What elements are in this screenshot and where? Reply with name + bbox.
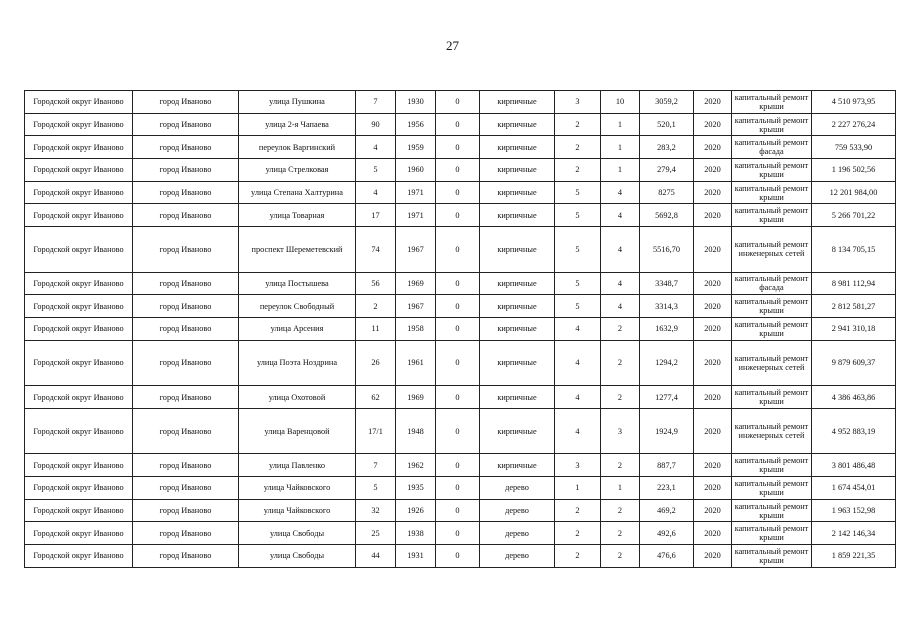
flag-cell: 0 xyxy=(436,204,480,227)
build-year-cell: 1962 xyxy=(396,454,436,477)
wall-material-cell: кирпичные xyxy=(480,181,555,204)
municipality-cell: Городской округ Иваново xyxy=(25,295,133,318)
flag-cell: 0 xyxy=(436,340,480,386)
floors-cell: 3 xyxy=(555,91,601,114)
cost-cell: 2 142 146,34 xyxy=(812,522,896,545)
street-cell: улица Свободы xyxy=(239,545,356,568)
area-cell: 476,6 xyxy=(640,545,694,568)
house-number-cell: 5 xyxy=(356,159,396,182)
area-cell: 5692,8 xyxy=(640,204,694,227)
floors-cell: 2 xyxy=(555,136,601,159)
plan-year-cell: 2020 xyxy=(694,454,732,477)
house-number-cell: 62 xyxy=(356,386,396,409)
table-row xyxy=(25,477,896,500)
municipality-cell: Городской округ Иваново xyxy=(25,113,133,136)
cost-cell: 2 227 276,24 xyxy=(812,113,896,136)
build-year-cell: 1935 xyxy=(396,477,436,500)
work-type-cell: капитальный ремонт крыши xyxy=(732,545,812,568)
flag-cell: 0 xyxy=(436,113,480,136)
settlement-cell: город Иваново xyxy=(133,386,239,409)
flag-cell: 0 xyxy=(436,454,480,477)
build-year-cell: 1948 xyxy=(396,408,436,454)
plan-year-cell: 2020 xyxy=(694,545,732,568)
entrances-cell: 2 xyxy=(601,318,640,341)
wall-material-cell: кирпичные xyxy=(480,136,555,159)
area-cell: 3314,3 xyxy=(640,295,694,318)
house-number-cell: 56 xyxy=(356,272,396,295)
floors-cell: 5 xyxy=(555,181,601,204)
area-cell: 1277,4 xyxy=(640,386,694,409)
settlement-cell: город Иваново xyxy=(133,318,239,341)
settlement-cell: город Иваново xyxy=(133,204,239,227)
street-cell: улица Павленко xyxy=(239,454,356,477)
entrances-cell: 2 xyxy=(601,499,640,522)
house-number-cell: 90 xyxy=(356,113,396,136)
floors-cell: 4 xyxy=(555,386,601,409)
entrances-cell: 1 xyxy=(601,113,640,136)
house-number-cell: 4 xyxy=(356,181,396,204)
entrances-cell: 4 xyxy=(601,204,640,227)
table-row xyxy=(25,499,896,522)
entrances-cell: 2 xyxy=(601,386,640,409)
area-cell: 5516,70 xyxy=(640,227,694,273)
work-type-cell: капитальный ремонт инженерных сетей xyxy=(732,340,812,386)
municipality-cell: Городской округ Иваново xyxy=(25,522,133,545)
plan-year-cell: 2020 xyxy=(694,204,732,227)
work-type-cell: капитальный ремонт фасада xyxy=(732,136,812,159)
settlement-cell: город Иваново xyxy=(133,295,239,318)
settlement-cell: город Иваново xyxy=(133,136,239,159)
plan-year-cell: 2020 xyxy=(694,91,732,114)
repair-program-table xyxy=(24,90,896,568)
house-number-cell: 17 xyxy=(356,204,396,227)
entrances-cell: 2 xyxy=(601,340,640,386)
work-type-cell: капитальный ремонт крыши xyxy=(732,204,812,227)
plan-year-cell: 2020 xyxy=(694,477,732,500)
work-type-cell: капитальный ремонт крыши xyxy=(732,499,812,522)
street-cell: улица Товарная xyxy=(239,204,356,227)
cost-cell: 1 674 454,01 xyxy=(812,477,896,500)
settlement-cell: город Иваново xyxy=(133,113,239,136)
work-type-cell: капитальный ремонт крыши xyxy=(732,181,812,204)
plan-year-cell: 2020 xyxy=(694,272,732,295)
build-year-cell: 1930 xyxy=(396,91,436,114)
settlement-cell: город Иваново xyxy=(133,227,239,273)
area-cell: 887,7 xyxy=(640,454,694,477)
floors-cell: 2 xyxy=(555,545,601,568)
build-year-cell: 1958 xyxy=(396,318,436,341)
wall-material-cell: кирпичные xyxy=(480,113,555,136)
build-year-cell: 1961 xyxy=(396,340,436,386)
settlement-cell: город Иваново xyxy=(133,159,239,182)
street-cell: улица Чайковского xyxy=(239,499,356,522)
entrances-cell: 2 xyxy=(601,522,640,545)
work-type-cell: капитальный ремонт крыши xyxy=(732,318,812,341)
table-row xyxy=(25,204,896,227)
flag-cell: 0 xyxy=(436,522,480,545)
wall-material-cell: кирпичные xyxy=(480,408,555,454)
house-number-cell: 11 xyxy=(356,318,396,341)
street-cell: улица Степана Халтурина xyxy=(239,181,356,204)
plan-year-cell: 2020 xyxy=(694,227,732,273)
floors-cell: 4 xyxy=(555,318,601,341)
floors-cell: 2 xyxy=(555,522,601,545)
entrances-cell: 1 xyxy=(601,136,640,159)
flag-cell: 0 xyxy=(436,91,480,114)
settlement-cell: город Иваново xyxy=(133,499,239,522)
entrances-cell: 4 xyxy=(601,295,640,318)
flag-cell: 0 xyxy=(436,499,480,522)
settlement-cell: город Иваново xyxy=(133,454,239,477)
plan-year-cell: 2020 xyxy=(694,159,732,182)
street-cell: улица Варенцовой xyxy=(239,408,356,454)
house-number-cell: 7 xyxy=(356,91,396,114)
area-cell: 283,2 xyxy=(640,136,694,159)
floors-cell: 2 xyxy=(555,499,601,522)
build-year-cell: 1926 xyxy=(396,499,436,522)
work-type-cell: капитальный ремонт фасада xyxy=(732,272,812,295)
settlement-cell: город Иваново xyxy=(133,340,239,386)
build-year-cell: 1967 xyxy=(396,295,436,318)
house-number-cell: 17/1 xyxy=(356,408,396,454)
house-number-cell: 2 xyxy=(356,295,396,318)
house-number-cell: 7 xyxy=(356,454,396,477)
street-cell: улица Чайковского xyxy=(239,477,356,500)
municipality-cell: Городской округ Иваново xyxy=(25,545,133,568)
flag-cell: 0 xyxy=(436,181,480,204)
plan-year-cell: 2020 xyxy=(694,499,732,522)
cost-cell: 2 941 310,18 xyxy=(812,318,896,341)
entrances-cell: 1 xyxy=(601,159,640,182)
flag-cell: 0 xyxy=(436,545,480,568)
house-number-cell: 4 xyxy=(356,136,396,159)
street-cell: улица Пушкина xyxy=(239,91,356,114)
floors-cell: 4 xyxy=(555,408,601,454)
plan-year-cell: 2020 xyxy=(694,181,732,204)
wall-material-cell: дерево xyxy=(480,477,555,500)
build-year-cell: 1959 xyxy=(396,136,436,159)
area-cell: 1632,9 xyxy=(640,318,694,341)
build-year-cell: 1969 xyxy=(396,386,436,409)
build-year-cell: 1971 xyxy=(396,181,436,204)
entrances-cell: 4 xyxy=(601,227,640,273)
plan-year-cell: 2020 xyxy=(694,408,732,454)
cost-cell: 1 963 152,98 xyxy=(812,499,896,522)
table-body xyxy=(25,91,896,568)
table-row xyxy=(25,227,896,273)
wall-material-cell: кирпичные xyxy=(480,454,555,477)
plan-year-cell: 2020 xyxy=(694,340,732,386)
build-year-cell: 1938 xyxy=(396,522,436,545)
table-row xyxy=(25,340,896,386)
municipality-cell: Городской округ Иваново xyxy=(25,454,133,477)
street-cell: улица Стрелковая xyxy=(239,159,356,182)
floors-cell: 2 xyxy=(555,113,601,136)
page-number: 27 xyxy=(446,38,459,53)
table-row xyxy=(25,545,896,568)
floors-cell: 4 xyxy=(555,340,601,386)
cost-cell: 1 859 221,35 xyxy=(812,545,896,568)
work-type-cell: капитальный ремонт инженерных сетей xyxy=(732,408,812,454)
flag-cell: 0 xyxy=(436,272,480,295)
street-cell: переулок Свободный xyxy=(239,295,356,318)
plan-year-cell: 2020 xyxy=(694,386,732,409)
cost-cell: 3 801 486,48 xyxy=(812,454,896,477)
build-year-cell: 1969 xyxy=(396,272,436,295)
area-cell: 279,4 xyxy=(640,159,694,182)
table-row xyxy=(25,522,896,545)
cost-cell: 4 386 463,86 xyxy=(812,386,896,409)
build-year-cell: 1956 xyxy=(396,113,436,136)
settlement-cell: город Иваново xyxy=(133,477,239,500)
wall-material-cell: кирпичные xyxy=(480,386,555,409)
wall-material-cell: кирпичные xyxy=(480,159,555,182)
wall-material-cell: дерево xyxy=(480,522,555,545)
flag-cell: 0 xyxy=(436,159,480,182)
settlement-cell: город Иваново xyxy=(133,522,239,545)
area-cell: 520,1 xyxy=(640,113,694,136)
table-row xyxy=(25,272,896,295)
wall-material-cell: кирпичные xyxy=(480,340,555,386)
table-row xyxy=(25,181,896,204)
street-cell: улица 2-я Чапаева xyxy=(239,113,356,136)
entrances-cell: 10 xyxy=(601,91,640,114)
cost-cell: 1 196 502,56 xyxy=(812,159,896,182)
work-type-cell: капитальный ремонт крыши xyxy=(732,113,812,136)
area-cell: 223,1 xyxy=(640,477,694,500)
municipality-cell: Городской округ Иваново xyxy=(25,227,133,273)
area-cell: 3059,2 xyxy=(640,91,694,114)
house-number-cell: 26 xyxy=(356,340,396,386)
street-cell: улица Постышева xyxy=(239,272,356,295)
entrances-cell: 4 xyxy=(601,272,640,295)
house-number-cell: 5 xyxy=(356,477,396,500)
house-number-cell: 74 xyxy=(356,227,396,273)
work-type-cell: капитальный ремонт крыши xyxy=(732,454,812,477)
flag-cell: 0 xyxy=(436,136,480,159)
work-type-cell: капитальный ремонт крыши xyxy=(732,522,812,545)
municipality-cell: Городской округ Иваново xyxy=(25,136,133,159)
flag-cell: 0 xyxy=(436,318,480,341)
municipality-cell: Городской округ Иваново xyxy=(25,181,133,204)
entrances-cell: 2 xyxy=(601,454,640,477)
house-number-cell: 32 xyxy=(356,499,396,522)
wall-material-cell: кирпичные xyxy=(480,295,555,318)
table-row xyxy=(25,295,896,318)
floors-cell: 3 xyxy=(555,454,601,477)
build-year-cell: 1971 xyxy=(396,204,436,227)
floors-cell: 5 xyxy=(555,227,601,273)
work-type-cell: капитальный ремонт крыши xyxy=(732,159,812,182)
street-cell: улица Охотовой xyxy=(239,386,356,409)
table-row xyxy=(25,386,896,409)
area-cell: 492,6 xyxy=(640,522,694,545)
area-cell: 1294,2 xyxy=(640,340,694,386)
floors-cell: 5 xyxy=(555,272,601,295)
cost-cell: 4 952 883,19 xyxy=(812,408,896,454)
entrances-cell: 1 xyxy=(601,477,640,500)
plan-year-cell: 2020 xyxy=(694,113,732,136)
cost-cell: 5 266 701,22 xyxy=(812,204,896,227)
work-type-cell: капитальный ремонт крыши xyxy=(732,477,812,500)
flag-cell: 0 xyxy=(436,408,480,454)
municipality-cell: Городской округ Иваново xyxy=(25,477,133,500)
municipality-cell: Городской округ Иваново xyxy=(25,340,133,386)
work-type-cell: капитальный ремонт инженерных сетей xyxy=(732,227,812,273)
area-cell: 469,2 xyxy=(640,499,694,522)
entrances-cell: 2 xyxy=(601,545,640,568)
house-number-cell: 44 xyxy=(356,545,396,568)
entrances-cell: 3 xyxy=(601,408,640,454)
street-cell: проспект Шереметевский xyxy=(239,227,356,273)
area-cell: 1924,9 xyxy=(640,408,694,454)
settlement-cell: город Иваново xyxy=(133,408,239,454)
table-row xyxy=(25,318,896,341)
flag-cell: 0 xyxy=(436,386,480,409)
build-year-cell: 1960 xyxy=(396,159,436,182)
settlement-cell: город Иваново xyxy=(133,91,239,114)
municipality-cell: Городской округ Иваново xyxy=(25,408,133,454)
table-row xyxy=(25,91,896,114)
settlement-cell: город Иваново xyxy=(133,272,239,295)
wall-material-cell: кирпичные xyxy=(480,272,555,295)
wall-material-cell: дерево xyxy=(480,545,555,568)
municipality-cell: Городской округ Иваново xyxy=(25,499,133,522)
municipality-cell: Городской округ Иваново xyxy=(25,318,133,341)
flag-cell: 0 xyxy=(436,477,480,500)
plan-year-cell: 2020 xyxy=(694,522,732,545)
wall-material-cell: дерево xyxy=(480,499,555,522)
municipality-cell: Городской округ Иваново xyxy=(25,91,133,114)
table-row xyxy=(25,159,896,182)
wall-material-cell: кирпичные xyxy=(480,204,555,227)
build-year-cell: 1931 xyxy=(396,545,436,568)
work-type-cell: капитальный ремонт крыши xyxy=(732,91,812,114)
house-number-cell: 25 xyxy=(356,522,396,545)
flag-cell: 0 xyxy=(436,295,480,318)
entrances-cell: 4 xyxy=(601,181,640,204)
cost-cell: 759 533,90 xyxy=(812,136,896,159)
wall-material-cell: кирпичные xyxy=(480,91,555,114)
cost-cell: 9 879 609,37 xyxy=(812,340,896,386)
plan-year-cell: 2020 xyxy=(694,295,732,318)
municipality-cell: Городской округ Иваново xyxy=(25,386,133,409)
area-cell: 8275 xyxy=(640,181,694,204)
table-row xyxy=(25,113,896,136)
plan-year-cell: 2020 xyxy=(694,136,732,159)
cost-cell: 2 812 581,27 xyxy=(812,295,896,318)
table-row xyxy=(25,136,896,159)
cost-cell: 4 510 973,95 xyxy=(812,91,896,114)
build-year-cell: 1967 xyxy=(396,227,436,273)
floors-cell: 1 xyxy=(555,477,601,500)
floors-cell: 5 xyxy=(555,295,601,318)
floors-cell: 2 xyxy=(555,159,601,182)
area-cell: 3348,7 xyxy=(640,272,694,295)
street-cell: улица Арсения xyxy=(239,318,356,341)
flag-cell: 0 xyxy=(436,227,480,273)
cost-cell: 8 981 112,94 xyxy=(812,272,896,295)
wall-material-cell: кирпичные xyxy=(480,227,555,273)
work-type-cell: капитальный ремонт крыши xyxy=(732,386,812,409)
table-row xyxy=(25,408,896,454)
municipality-cell: Городской округ Иваново xyxy=(25,159,133,182)
wall-material-cell: кирпичные xyxy=(480,318,555,341)
street-cell: переулок Варгинский xyxy=(239,136,356,159)
floors-cell: 5 xyxy=(555,204,601,227)
settlement-cell: город Иваново xyxy=(133,545,239,568)
street-cell: улица Поэта Ноздрина xyxy=(239,340,356,386)
municipality-cell: Городской округ Иваново xyxy=(25,272,133,295)
street-cell: улица Свободы xyxy=(239,522,356,545)
municipality-cell: Городской округ Иваново xyxy=(25,204,133,227)
settlement-cell: город Иваново xyxy=(133,181,239,204)
cost-cell: 12 201 984,00 xyxy=(812,181,896,204)
cost-cell: 8 134 705,15 xyxy=(812,227,896,273)
plan-year-cell: 2020 xyxy=(694,318,732,341)
table-row xyxy=(25,454,896,477)
work-type-cell: капитальный ремонт крыши xyxy=(732,295,812,318)
